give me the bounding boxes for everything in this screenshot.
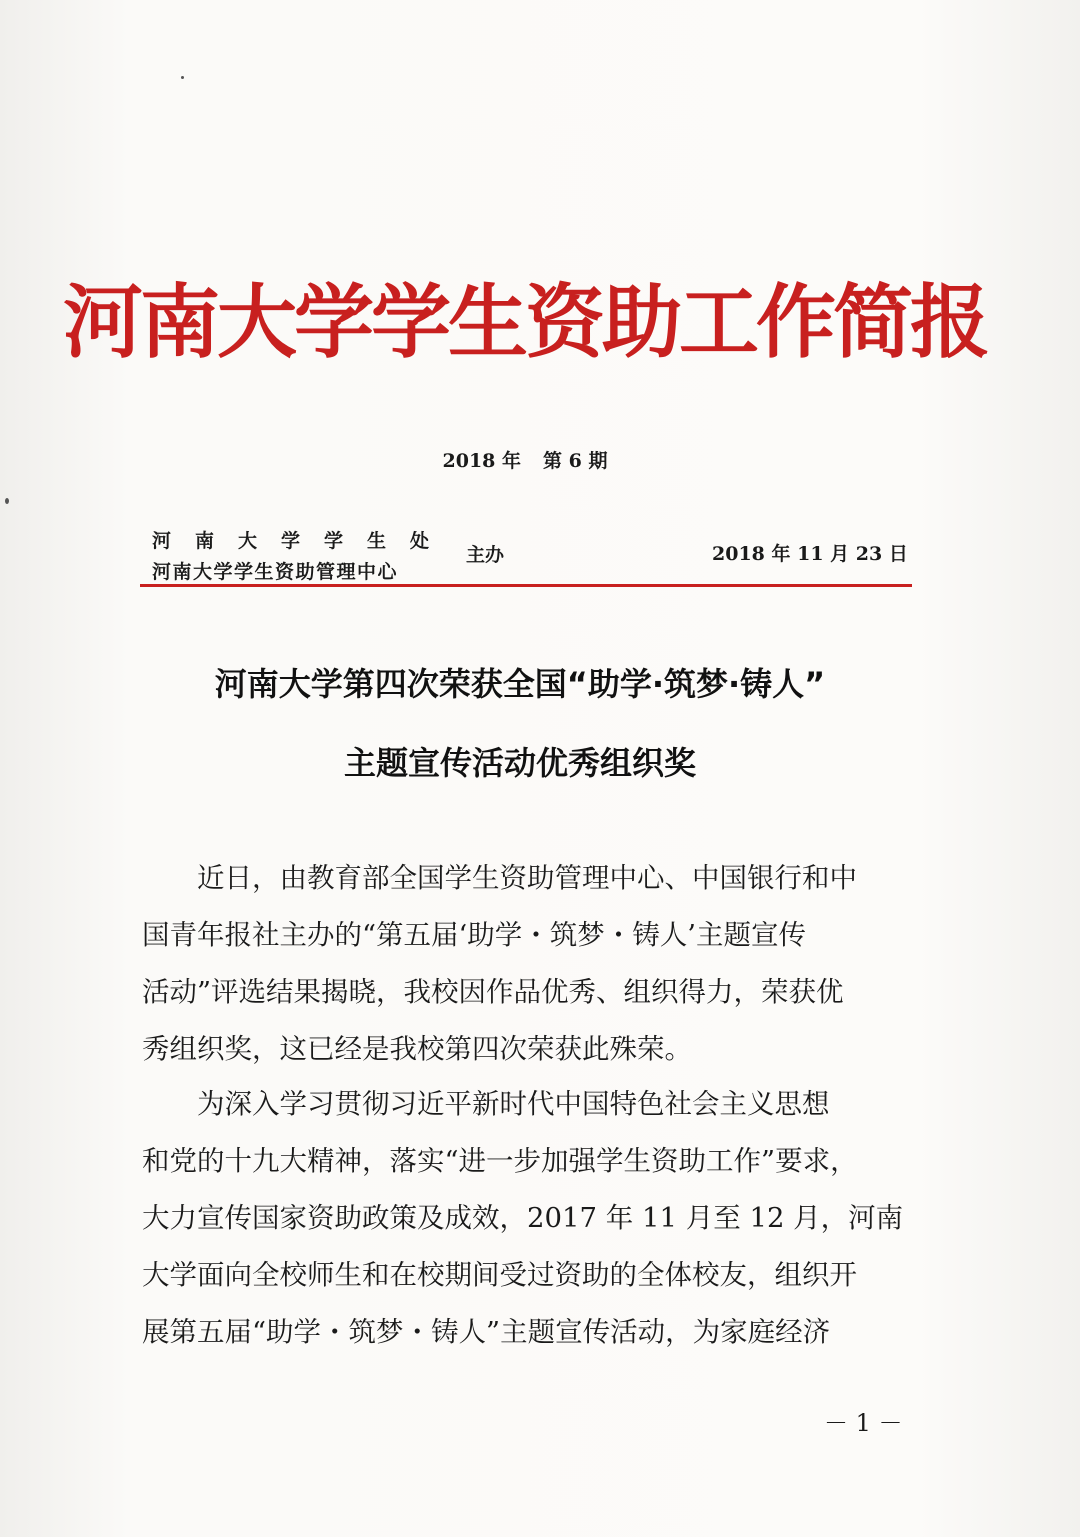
publication-date: 2018 年 11 月 23 日: [712, 543, 908, 565]
header-divider: [140, 584, 912, 587]
issue-year: 2018 年: [442, 450, 522, 472]
paragraph-line: 活动”评选结果揭晓，我校因作品优秀、组织得力，荣获优: [142, 976, 844, 1008]
scan-speck: [181, 76, 184, 79]
paragraph-1: [142, 850, 898, 1078]
paragraph-line: 秀组织奖，这已经是我校第四次荣获此殊荣。: [142, 1033, 692, 1065]
organizer-student-affairs: 河南大学学生处: [152, 530, 454, 552]
paragraph-line: 展第五届“助学・筑梦・铸人”主题宣传活动，为家庭经济: [142, 1316, 831, 1348]
paragraph-line: 大学面向全校师生和在校期间受过资助的全体校友，组织开: [142, 1259, 857, 1291]
article-title-line-1: 河南大学第四次荣获全国“助学·筑梦·铸人”: [214, 665, 826, 703]
issue-number: 第 6 期: [543, 450, 608, 472]
paragraph-line: 为深入学习贯彻习近平新时代中国特色社会主义思想: [142, 1088, 830, 1120]
paragraph-line: 国青年报社主办的“第五届‘助学・筑梦・铸人’主题宣传: [142, 919, 807, 951]
sponsor-label: 主办: [466, 544, 505, 566]
paragraph-2: [142, 1076, 904, 1361]
masthead-title: 河南大学学生资助工作简报: [63, 276, 987, 369]
organizer-aid-center: 河南大学学生资助管理中心: [152, 561, 399, 583]
page-number: － 1 －: [824, 1409, 903, 1437]
paragraph-line: 近日，由教育部全国学生资助管理中心、中国银行和中: [142, 862, 857, 894]
paragraph-line: 大力宣传国家资助政策及成效，2017 年 11 月至 12 月，河南: [142, 1202, 904, 1234]
scan-speck: [5, 498, 9, 504]
issue-line: [0, 446, 1050, 476]
paragraph-line: 和党的十九大精神，落实“进一步加强学生资助工作”要求，: [142, 1145, 858, 1177]
article-title-line-2: 主题宣传活动优秀组织奖: [343, 744, 696, 782]
